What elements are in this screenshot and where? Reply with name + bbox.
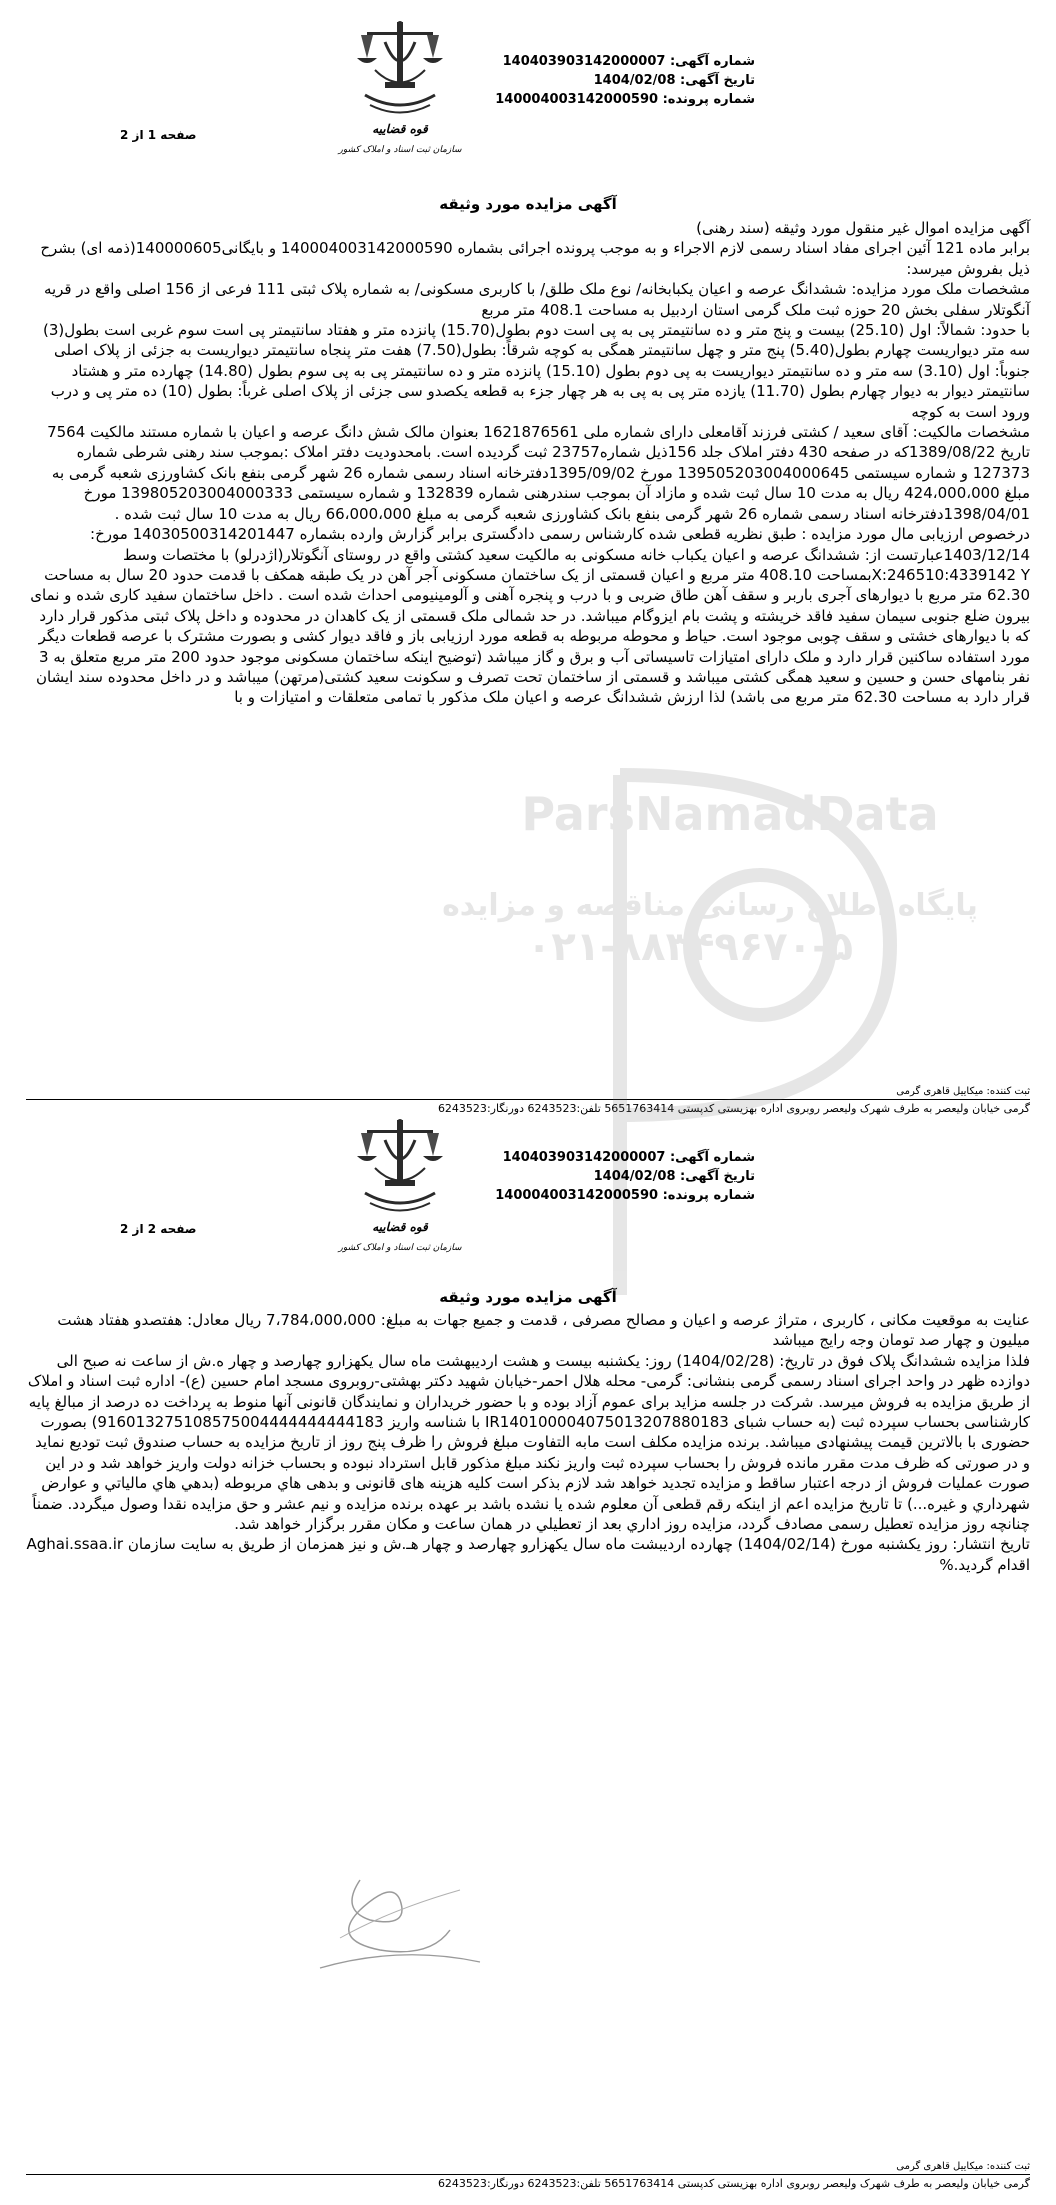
header-info [495,52,755,109]
registered-by-value: میکاییل قاهری گرمی [896,2161,984,2172]
notice-body [26,1310,1030,1575]
page-indicator: صفحه 2 از 2 [120,1222,197,1236]
judiciary-emblem-logo [338,1118,462,1258]
registered-by [26,2160,1030,2174]
page-footer [26,1085,1030,1116]
body-paragraph: درخصوص ارزیابی مال مورد مزایده : طبق نظریه قطعی شده کارشناس رسمی دادگستری برابر گزارش وارده بشماره 14030500314201447 مورخ: 1403/12/14عبارتست از: ششدانگ عرصه و اعیان یکباب خانه مسکونی به مالکیت سعید کشتی واقع در روستای آنگوتلار(اژدرلو) با مختصات وسط X:246510:4339142 Yبمساحت 408.10 متر مربع و اعیان قسمتی از یک ساختمان مسکونی آجر آهن در یک طبقه همکف با قدمت حدود 20 سال به مساحت 62.30 متر مربع با دیوارهای آجری باربر و سقف آهن طاق ضربی و با درب و پنجره آهنی و آلومینیومی احداث شده است . داخل ساختمان سفید کاری شده و نمای بیرون ضلع جنوبی سیمان سفید فاقد خریشته و پشت بام ایزوگام میباشد. در حد شمالی ملک قسمتی از یک کاهدان در محدوده و داخل پلاک ثبتی مذکور قرار دارد که با دیوارهای خشتی و سقف چوبی موجود است. حیاط و محوطه مربوطه به قطعه مورد ارزیابی باز و فاقد دیوار کشی و بصورت مشترک با عرصه قطعات دیگر مورد استفاده ساکنین قرار دارد و ملک دارای امتیازات تاسیساتی آب و برق و گاز میباشد (توضیح اینکه ساختمان مسکونی موجود حدود 200 متر مربع متعلق به 3 نفر بنامهای حسن و حسین و سعید همگی کشتی میباشد و قسمتی از ساختمان تحت تصرف و سکونت سعید کشتی(مرتهن) میباشد و در داخل محدوده سند ایشان قرار دارد به مساحت 62.30 متر مربع می باشد) لذا ارزش ششدانگ عرصه و اعیان ملک مذکور با تمامی متعلقات و امتیازات و با [30,525,1030,707]
notice-body [26,218,1030,708]
emblem-org-name: قوه قضاییه [372,1220,428,1234]
judiciary-emblem-logo [338,20,462,160]
case-number-label: شماره پرونده: [662,92,755,107]
header-info [495,1148,755,1205]
ad-date-label: تاریخ آگهی: [680,1169,755,1184]
body-paragraph: تاریخ انتشار: روز یکشنبه مورخ (1404/02/14) چهارده اردیبشت ماه سال یکهزارو چهارصد و چهار هـ.ش و نیز همزمان از طریق به سایت سازمان Aghai.ssaa.ir اقدام گردید.% [26,1535,1030,1574]
registered-by-label: ثبت کننده: [986,1086,1030,1097]
body-paragraph: فلذا مزایده ششدانگ پلاک فوق در تاریخ: (1404/02/28) روز: یکشنبه بیست و هشت اردیبهشت ماه سال یکهزارو چهارصد و چهار ه.ش از ساعت نه صبح الی دوازده ظهر در واحد اجرای اسناد رسمی گرمی بنشانی: گرمی- محله هلال احمر-خیابان شهید دکتر بهشتی-روبروی مسجد امام حسین (ع)- اداره ثبت اسناد و املاک از طریق مزایده به فروش میرسد. شرکت در جلسه مزاید برای عموم آزاد بوده و با حضور خریداران و نمایندگان قانونی آنها منوط به پرداخت ده درصد از مبالغ پایه کارشناسی بحساب سپرده ثبت (به حساب شبای IR140100004075013207880183 با شناسه واریز 916013275108575004444444444183) بصورت حضوری با بالاترین قیمت پیشنهادی میباشد. برنده مزایده مکلف است مابه التفاوت مبلغ فروش را ظرف پنج روز از تاریخ مزایده به حساب صندوق ثبت تودیع نماید و در صورتی که ظرف مدت مقرر مانده فروش را بحساب سپرده ثبت واریز نکند مبلغ مذکور قابل استرداد نبوده و بحساب خزانه دولت واریز خواهد شد و در این صورت عملیات فروش از درجه اعتبار ساقط و مزایده تجدید خواهد شد لازم بذکر است کلیه هزینه های قانونی و بدهی هاي مربوطه (بدهي هاي مالیاتي و عوارض شهرداري و غیره...) تا تاریخ مزایده اعم از اینکه رقم قطعی آن معلوم شده یا نشده باشد بر عهده برنده مزایده و نیم عشر و حق مزایده نقدا وصول میگردد. ضمناً چنانچه روز مزایده تعطیل رسمی مصادف گردد، مزایده روز اداري بعد از تعطیلي در همان ساعت و مکان مقرر برگزار خواهد شد. [27,1351,1030,1534]
emblem-org-name: قوه قضاییه [372,122,428,136]
ad-number-label: شماره آگهی: [669,1150,755,1165]
body-paragraph: آگهی مزایده اموال غیر منقول مورد وثیقه (سند رهنی) [696,219,1030,237]
body-paragraph: با حدود: شمالاً: اول (25.10) بیست و پنج متر و ده سانتیمتر پی به پی است دوم بطول(15.70) پانزده متر و هفتاد سانتیمتر پی است سوم غربی است بطول(3) سه متر دیواریست چهارم بطول(5.40) پنج متر و چهل سانتیمتر همگی به کوچه شرقاً: بطول(7.50) هفت متر پنجاه سانتیمتر دیواریست به جزئی از پلاک اصلی جنوباً: اول (3.10) سه متر و ده سانتیمتر دیواریست به پی دوم بطول (15.10) پانزده متر و ده سانتیمتر پی به پی سوم بطول (14.80) چهارده متر و هشتاد سانتیمتر دیوار به دیوار چهارم بطول (11.70) یازده متر پی به پی به هر چهار جزء به قطعه یکصدو سی جزئی از پلاک اصلی غرباً: بطول (10) ده متر پی و درب ورود است به کوچه [42,321,1030,421]
case-number-label: شماره پرونده: [662,1188,755,1203]
notice-title: آگهی مزایده مورد وثیقه [439,1288,617,1306]
emblem-org-sub: سازمان ثبت اسناد و املاک کشور [338,1243,462,1253]
ad-number-row [502,1148,755,1167]
body-paragraph: برابر ماده 121 آئین اجرای مفاد اسناد رسمی لازم الاجراء و به موجب پرونده اجرائی بشماره 140004003142000590 و بایگانی140000605(ذمه ای) بشرح ذیل بفروش میرسد: [40,239,1030,278]
ad-date-row [525,71,755,90]
body-paragraph: مشخصات ملک مورد مزایده: ششدانگ عرصه و اعیان یکبابخانه/ نوع ملک طلق/ با کاربری مسکونی/ به شماره پلاک ثبتی 111 فرعی از 156 اصلی واقع در قریه آنگوتلار سفلی بخش 20 حوزه ثبت ملک گرمی استان اردبیل به مساحت 408.1 متر مربع [43,280,1030,319]
office-address: گرمی خیابان ولیعصر به طرف شهرک ولیعصر روبروی اداره بهزیستی کدپستی 5651763414 تلفن:6243523 دورنگار:6243523 [26,1099,1030,1116]
watermark-line: پایگاه اطلاع رسانی مناقصه و مزایده [442,888,978,923]
watermark-brand: ParsNamadData [521,787,939,841]
page-footer [26,2160,1030,2191]
ad-date: 1404/02/08 [593,73,676,88]
emblem-org-sub: سازمان ثبت اسناد و املاک کشور [338,145,462,155]
ad-date-label: تاریخ آگهی: [680,73,755,88]
registered-by-value: میکاییل قاهری گرمی [896,1086,984,1097]
case-number-row [495,90,755,109]
case-number: 140004003142000590 [495,92,659,107]
signature [300,1850,500,1980]
notice-title: آگهی مزایده مورد وثیقه [439,195,617,213]
ad-date: 1404/02/08 [593,1169,676,1184]
body-paragraph: مشخصات مالکیت: آقای سعید / کشتی فرزند آقامعلی دارای شماره ملی 1621876561 بعنوان مالک شش دانگ عرصه و اعیان با شماره مستند مالکیت 7564 تاریخ 1389/08/22که در صفحه 430 دفتر املاک جلد 156ذیل شماره23757 ثبت گردیده است. بامحدودیت دفتر املاک :بموجب سند رهنی شرطی شماره 127373 و شماره سیستمی 139505203004000645 مورخ 1395/09/02دفترخانه اسناد رسمی شماره 26 شهر گرمی بنفع بانک کشاورزی شعبه گرمی به مبلغ 424،000،000 ریال به مدت 10 سال ثبت شده و مازاد آن بموجب سندرهنی شماره 132839 و شماره سیستمی 139805203004000333 مورخ 1398/04/01دفترخانه اسناد رسمی شماره 26 شهر گرمی بنفع بانک کشاورزی شعبه گرمی به مبلغ 66،000،000 ریال به مدت 10 سال ثبت شده . [47,423,1030,523]
ad-number: 140403903142000007 [502,54,666,69]
office-address: گرمی خیابان ولیعصر به طرف شهرک ولیعصر روبروی اداره بهزیستی کدپستی 5651763414 تلفن:6243523 دورنگار:6243523 [26,2174,1030,2191]
body-paragraph: عنایت به موقعیت مکانی ، کاربری ، متراژ عرصه و اعیان و مصالح مصرفی ، قدمت و جمیع جهات به مبلغ: 7،784،000،000 ریال معادل: هفتصدو هفتاد هشت میلیون و چهار صد تومان وجه رایج میباشد [57,1311,1030,1350]
ad-date-row [525,1167,755,1186]
case-number: 140004003142000590 [495,1188,659,1203]
notice-page-2 [0,1130,1056,2205]
ad-number-row [502,52,755,71]
page-indicator: صفحه 1 از 2 [120,128,197,142]
watermark-phone: ۰۲۱-۸۸۳۴۹۶۷۰-۵ [526,924,854,970]
registered-by [26,1085,1030,1099]
registered-by-label: ثبت کننده: [986,2161,1030,2172]
ad-number-label: شماره آگهی: [669,54,755,69]
ad-number: 140403903142000007 [502,1150,666,1165]
case-number-row [495,1186,755,1205]
